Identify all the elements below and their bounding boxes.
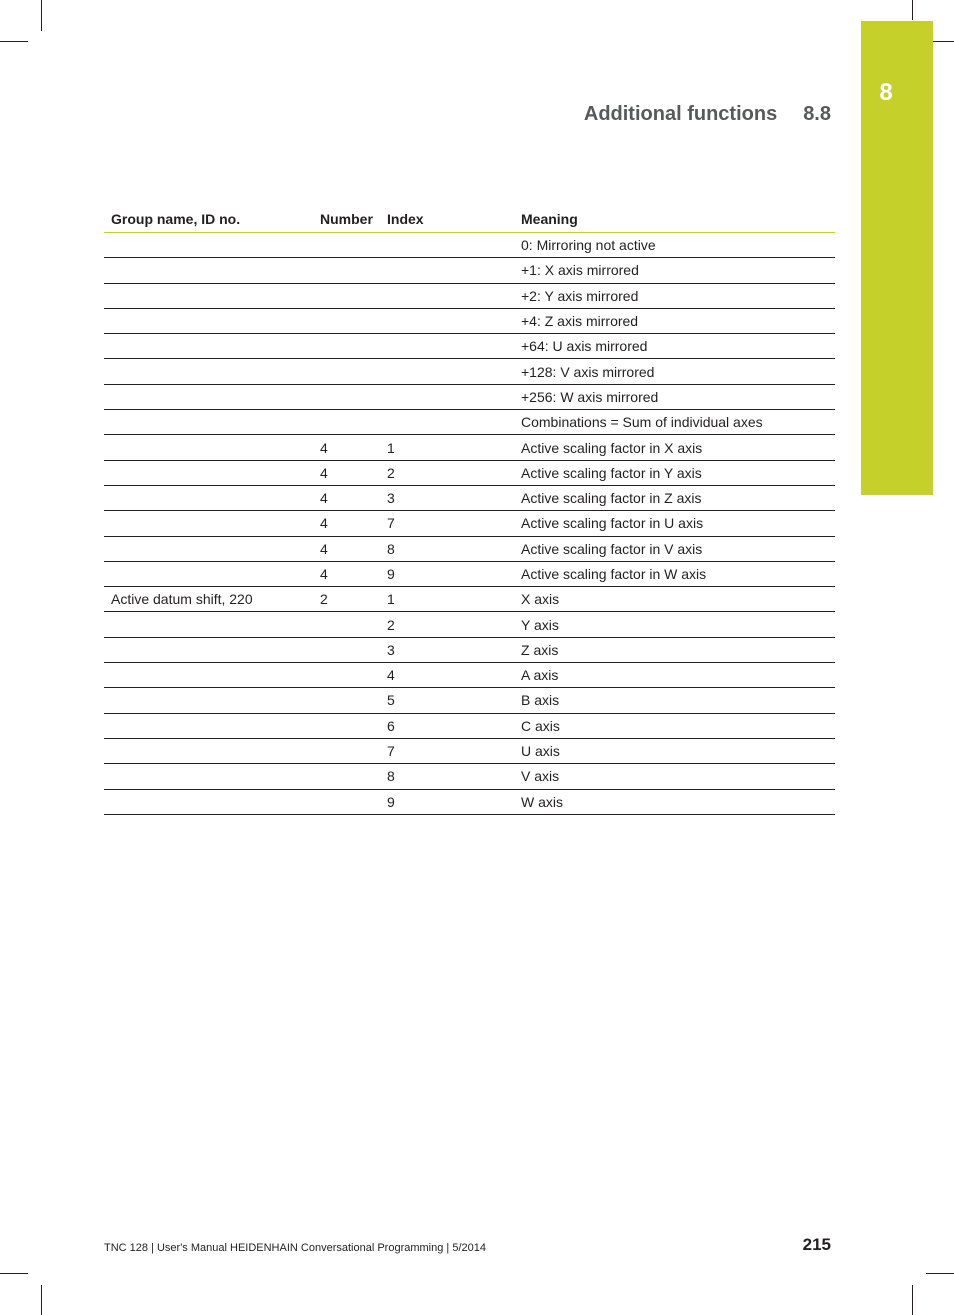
cell-group	[104, 258, 313, 283]
cell-number: 4	[313, 511, 380, 536]
page-header	[584, 103, 831, 126]
page-number: 215	[802, 1235, 831, 1254]
cell-meaning: C axis	[514, 713, 835, 738]
cell-number: 4	[313, 561, 380, 586]
cell-group	[104, 738, 313, 763]
cell-index: 3	[380, 637, 514, 662]
cell-number	[313, 789, 380, 814]
cell-index: 8	[380, 536, 514, 561]
cell-group	[104, 561, 313, 586]
cell-number	[313, 612, 380, 637]
table-row	[104, 688, 835, 713]
table-row	[104, 283, 835, 308]
cell-number	[313, 384, 380, 409]
cell-group	[104, 663, 313, 688]
crop-mark	[41, 1285, 42, 1315]
cell-meaning: Active scaling factor in W axis	[514, 561, 835, 586]
cell-group	[104, 511, 313, 536]
cell-group	[104, 637, 313, 662]
table-row	[104, 637, 835, 662]
table-row	[104, 789, 835, 814]
cell-number	[313, 688, 380, 713]
table-row	[104, 612, 835, 637]
cell-number	[313, 410, 380, 435]
cell-group	[104, 460, 313, 485]
table-row	[104, 485, 835, 510]
cell-index	[380, 384, 514, 409]
cell-number: 4	[313, 460, 380, 485]
cell-group	[104, 308, 313, 333]
header-section: 8.8	[803, 103, 831, 125]
cell-number: 2	[313, 587, 380, 612]
cell-group	[104, 485, 313, 510]
table-row	[104, 359, 835, 384]
cell-meaning: Active scaling factor in V axis	[514, 536, 835, 561]
table-row	[104, 587, 835, 612]
cell-number	[313, 637, 380, 662]
cell-index: 7	[380, 511, 514, 536]
cell-meaning: +128: V axis mirrored	[514, 359, 835, 384]
table-row	[104, 410, 835, 435]
cell-group	[104, 688, 313, 713]
parameter-table	[104, 206, 835, 815]
cell-index	[380, 334, 514, 359]
chapter-number: 8	[879, 79, 893, 106]
crop-mark	[912, 0, 913, 20]
cell-number: 4	[313, 485, 380, 510]
cell-index: 2	[380, 612, 514, 637]
cell-index	[380, 308, 514, 333]
cell-meaning: A axis	[514, 663, 835, 688]
cell-number	[313, 359, 380, 384]
cell-meaning: B axis	[514, 688, 835, 713]
chapter-tab	[861, 21, 933, 495]
cell-meaning: Active scaling factor in Y axis	[514, 460, 835, 485]
column-header-group: Group name, ID no.	[104, 206, 313, 233]
table-row	[104, 764, 835, 789]
table-row	[104, 334, 835, 359]
cell-index: 3	[380, 485, 514, 510]
table-row	[104, 738, 835, 763]
cell-meaning: 0: Mirroring not active	[514, 233, 835, 258]
table-header-row	[104, 206, 835, 233]
cell-meaning: U axis	[514, 738, 835, 763]
cell-meaning: Z axis	[514, 637, 835, 662]
cell-number: 4	[313, 435, 380, 460]
crop-mark	[0, 1273, 28, 1274]
cell-meaning: +1: X axis mirrored	[514, 258, 835, 283]
cell-meaning: Active scaling factor in U axis	[514, 511, 835, 536]
cell-group	[104, 789, 313, 814]
cell-index: 4	[380, 663, 514, 688]
cell-group	[104, 536, 313, 561]
table-row	[104, 713, 835, 738]
cell-number	[313, 764, 380, 789]
column-header-index: Index	[380, 206, 514, 233]
cell-number	[313, 738, 380, 763]
cell-meaning: Active scaling factor in X axis	[514, 435, 835, 460]
table-row	[104, 536, 835, 561]
cell-meaning: Y axis	[514, 612, 835, 637]
cell-meaning: W axis	[514, 789, 835, 814]
cell-number	[313, 663, 380, 688]
table-row	[104, 435, 835, 460]
cell-index	[380, 410, 514, 435]
cell-index: 1	[380, 435, 514, 460]
table-row	[104, 258, 835, 283]
cell-meaning: X axis	[514, 587, 835, 612]
cell-index: 7	[380, 738, 514, 763]
cell-number	[313, 283, 380, 308]
crop-mark	[926, 1273, 954, 1274]
cell-group	[104, 233, 313, 258]
cell-meaning: +256: W axis mirrored	[514, 384, 835, 409]
table-row	[104, 384, 835, 409]
cell-index: 9	[380, 789, 514, 814]
cell-index: 1	[380, 587, 514, 612]
cell-index	[380, 359, 514, 384]
table-row	[104, 308, 835, 333]
cell-index	[380, 258, 514, 283]
cell-group: Active datum shift, 220	[104, 587, 313, 612]
cell-index: 8	[380, 764, 514, 789]
cell-meaning: Combinations = Sum of individual axes	[514, 410, 835, 435]
cell-group	[104, 334, 313, 359]
footer-text: TNC 128 | User's Manual HEIDENHAIN Conversational Programming | 5/2014	[104, 1242, 486, 1254]
cell-index: 6	[380, 713, 514, 738]
cell-number	[313, 233, 380, 258]
cell-number	[313, 334, 380, 359]
cell-group	[104, 283, 313, 308]
cell-index: 5	[380, 688, 514, 713]
crop-mark	[0, 41, 28, 42]
header-title: Additional functions	[583, 103, 778, 125]
cell-meaning: +64: U axis mirrored	[514, 334, 835, 359]
cell-meaning: Active scaling factor in Z axis	[514, 485, 835, 510]
cell-index	[380, 283, 514, 308]
cell-group	[104, 612, 313, 637]
cell-group	[104, 435, 313, 460]
cell-meaning: +2: Y axis mirrored	[514, 283, 835, 308]
cell-meaning: +4: Z axis mirrored	[514, 308, 835, 333]
cell-group	[104, 410, 313, 435]
cell-number	[313, 258, 380, 283]
crop-mark	[912, 1285, 913, 1315]
table-row	[104, 460, 835, 485]
table-row	[104, 561, 835, 586]
table-row	[104, 511, 835, 536]
cell-number	[313, 308, 380, 333]
crop-mark	[41, 0, 42, 31]
cell-group	[104, 384, 313, 409]
cell-number	[313, 713, 380, 738]
cell-group	[104, 359, 313, 384]
table-body	[104, 233, 835, 815]
cell-index: 9	[380, 561, 514, 586]
cell-meaning: V axis	[514, 764, 835, 789]
table-row	[104, 233, 835, 258]
cell-group	[104, 713, 313, 738]
cell-index	[380, 233, 514, 258]
cell-group	[104, 764, 313, 789]
cell-index: 2	[380, 460, 514, 485]
column-header-number: Number	[313, 206, 380, 233]
table-row	[104, 663, 835, 688]
cell-number: 4	[313, 536, 380, 561]
column-header-meaning: Meaning	[514, 206, 835, 233]
